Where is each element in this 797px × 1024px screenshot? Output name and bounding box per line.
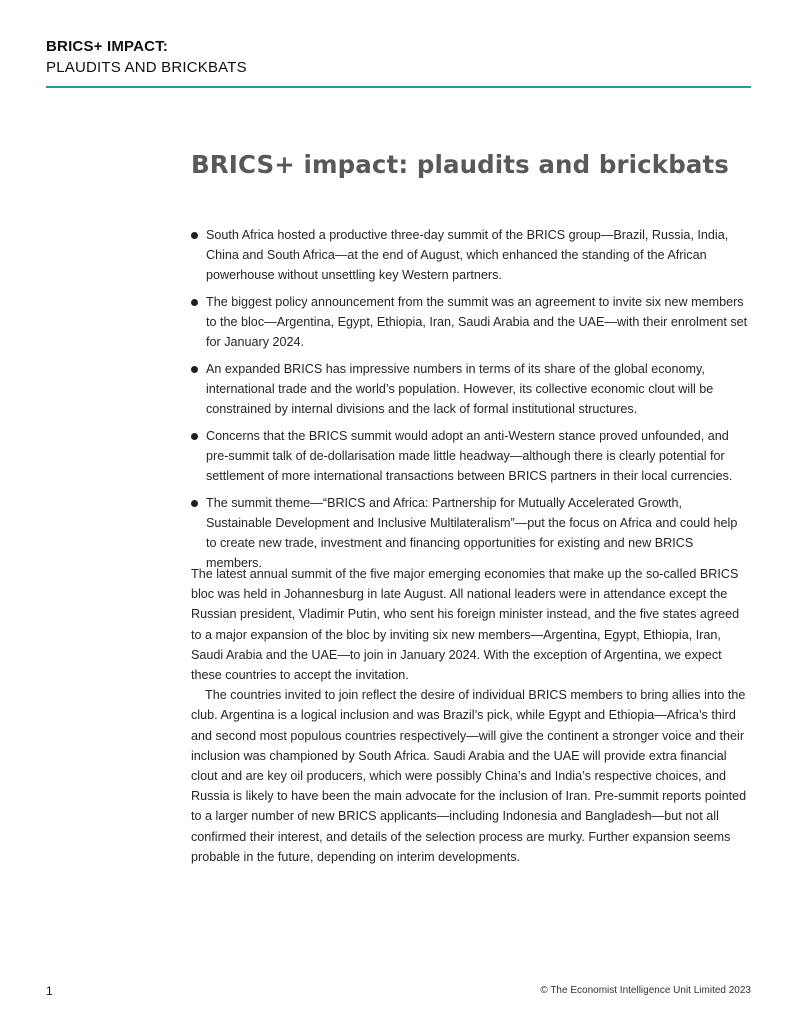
key-point [191,359,751,419]
body-paragraph: The countries invited to join reflect the desire of individual BRICS members to bring allies into the club. Argentina is a logical inclusion and was Brazil’s pick, while Egypt and Ethiopia—Africa’s third and second most populous countries respectively—will give the continent a stronger voice and their inclusion was championed by South Africa. Saudi Arabia and the UAE will provide extra financial clout and are key oil producers, which were possibly China’s and India’s respective choices, and Russia is likely to have been the main advocate for the inclusion of Iran. Pre-summit reports pointed to a larger number of new BRICS applicants—including Indonesia and Bangladesh—but not all confirmed their interest, and details of the selection process are murky. Further expansion seems probable in the future, depending on interim developments. [191,688,747,864]
page-number: 1 [46,984,53,998]
key-points-list [191,225,751,580]
key-point-text: South Africa hosted a productive three-day summit of the BRICS group—Brazil, Russia, India, China and South Africa—at the end of August, which enhanced the standing of the African powerhouse without unsettling key Western partners. [206,228,729,282]
key-point [191,292,751,352]
article-body [191,564,751,867]
bullet-icon [191,433,198,440]
key-point-text: An expanded BRICS has impressive numbers in terms of its share of the global economy, international trade and the world’s population. However, its collective economic clout will be constrained by internal divisions and the lack of formal institutional structures. [206,362,714,416]
key-point [191,493,751,573]
bullet-icon [191,500,198,507]
header-divider [46,86,751,88]
key-point [191,426,751,486]
article [191,148,751,864]
bullet-icon [191,366,198,373]
bullet-icon [191,299,198,306]
running-header [46,36,751,78]
header-kicker: BRICS+ IMPACT: [46,38,169,55]
article-title: BRICS+ impact: plaudits and brickbats [191,150,729,179]
key-point-text: Concerns that the BRICS summit would adopt an anti-Western stance proved unfounded, and pre-summit talk of de-dollarisation made little headway—although there is clearly potential for settlement of more international transactions between BRICS partners in their local currencies. [206,429,733,483]
body-paragraph: The latest annual summit of the five major emerging economies that make up the so-called BRICS bloc was held in Johannesburg in late August. All national leaders were in attendance except the Russian president, Vladimir Putin, who sent his foreign minister instead, and the five states agreed to a major expansion of the bloc by inviting six new members—Argentina, Egypt, Ethiopia, Iran, Saudi Arabia and the UAE—to join in January 2024. With the exception of Argentina, we expect these countries to accept the invitation. [191,567,740,683]
bullet-icon [191,232,198,239]
copyright-notice: © The Economist Intelligence Unit Limited 2023 [540,985,751,996]
key-point-text: The summit theme—“BRICS and Africa: Partnership for Mutually Accelerated Growth, Sustainable Development and Inclusive Multilateralism”—put the focus on Africa and could help to create new trade, investment and financing opportunities for existing and new BRICS members. [206,496,738,570]
header-subkicker: PLAUDITS AND BRICKBATS [46,59,247,76]
key-point [191,225,751,285]
key-point-text: The biggest policy announcement from the summit was an agreement to invite six new members to the bloc—Argentina, Egypt, Ethiopia, Iran, Saudi Arabia and the UAE—with their enrolment set for January 2024. [206,295,748,349]
